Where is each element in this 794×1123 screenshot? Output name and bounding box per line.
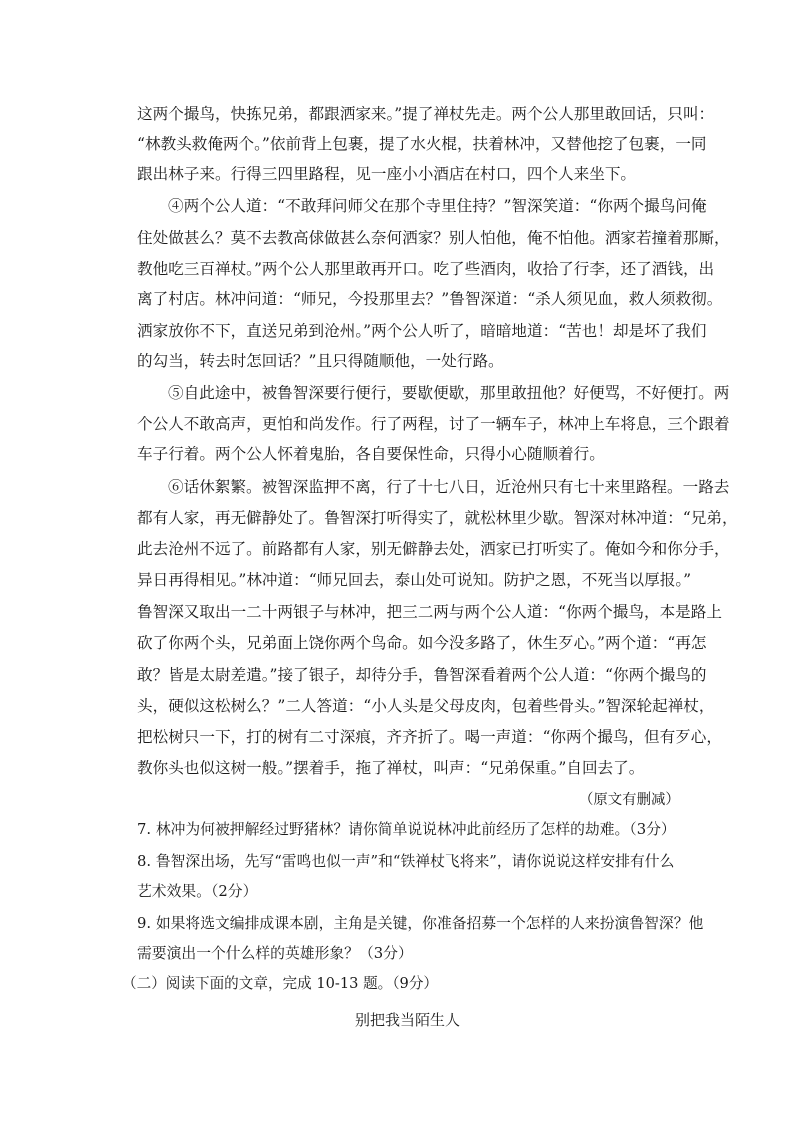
text-line: ④两个公人道：“不敢拜问师父在那个寺里住持？”智深笑道：“你两个撮鸟问俺 <box>168 197 707 215</box>
text-line: ⑥话休絮繁。被智深监押不离，行了十七八日，近沧州只有七十来里路程。一路去 <box>168 478 730 496</box>
text-line: 把松树只一下，打的树有二寸深痕，齐齐折了。喝一声道：“你两个撮鸟，但有歹心， <box>137 728 722 746</box>
text-line: 车子行着。两个公人怀着鬼胎，各自要保性命，只得小心随顺着行。 <box>137 445 605 463</box>
text-line: 鲁智深又取出一二十两银子与林冲，把三二两与两个公人道：“你两个撮鸟，本是路上 <box>137 603 722 621</box>
source-note: （原文有删减） <box>579 792 680 808</box>
text-line: “林教头救俺两个。”依前背上包裹，提了水火棍，扶着林冲，又替他挖了包裹，一同 <box>137 135 707 153</box>
text-line: 跟出林子来。行得三四里路程，见一座小小酒店在村口，四个人来坐下。 <box>137 165 637 183</box>
text-line: 住处做甚么？莫不去教高俅做甚么奈何洒家？别人怕他，俺不怕他。洒家若撞着那厮， <box>137 229 730 247</box>
text-line: 砍了你两个头，兄弟面上饶你两个鸟命。如今没多路了，休生歹心。”两个道：“再怎 <box>137 634 707 652</box>
section-heading: （二）阅读下面的文章，完成 10-13 题。（9分） <box>122 975 439 992</box>
text-line: 洒家放你不下，直送兄弟到沧州。”两个公人听了，暗暗地道：“苦也！却是坏了我们 <box>137 322 707 340</box>
text-line: 教他吃三百禅杖。”两个公人那里敢再开口。吃了些酒肉，收拾了行李，还了酒钱，出 <box>137 260 715 278</box>
text-line: 个公人不敢高声，更怕和尚发作。行了两程，讨了一辆车子，林冲上车将息，三个跟着 <box>137 415 730 433</box>
text-line: 的勾当，转去时怎回话？”且只得随顺他，一处行路。 <box>137 352 504 370</box>
text-line: 教你头也似这树一般。”摆着手，拖了禅杖，叫声：“兄弟保重。”自回去了。 <box>137 759 645 777</box>
text-line: 此去沧州不远了。前路都有人家，别无僻静去处，洒家已打听实了。俺如今和你分手， <box>137 540 730 558</box>
text-line: 离了村店。林冲问道：“师兄，今投那里去？”鲁智深道：“杀人须见血，救人须救彻。 <box>137 290 723 308</box>
question-8-cont: 艺术效果。（2分） <box>137 883 258 900</box>
text-line: ⑤自此途中，被鲁智深要行便行，要歇便歇，那里敢扭他？好便骂，不好便打。两 <box>168 384 730 402</box>
text-line: 都有人家，再无僻静处了。鲁智深打听得实了，就松林里少歇。智深对林冲道：“兄弟， <box>137 509 738 527</box>
text-line: 这两个撮鸟，快拣兄弟，都跟洒家来。”提了禅杖先走。两个公人那里敢回话，只叫： <box>137 105 715 123</box>
text-line: 异日再得相见。”林冲道：“师兄回去，泰山处可说知。防护之恩，不死当以厚报。” <box>137 571 692 589</box>
question-8: 8. 鲁智深出场，先写“雷鸣也似一声”和“铁禅杖飞将来”，请你说说这样安排有什么 <box>137 853 675 870</box>
question-9: 9. 如果将选文编排成课本剧，主角是关键，你准备招募一个怎样的人来扮演鲁智深？他 <box>137 915 704 932</box>
text-line: 头，硬似这松树么？”二人答道：“小人头是父母皮肉，包着些骨头。”智深轮起禅杖， <box>137 697 715 715</box>
question-7: 7. 林冲为何被押解经过野猪林？请你简单说说林冲此前经历了怎样的劫难。（3分） <box>137 821 676 838</box>
question-9-cont: 需要演出一个什么样的英雄形象？（3分） <box>137 945 413 962</box>
article-title: 别把我当陌生人 <box>355 1011 461 1029</box>
text-line: 敢？皆是太尉差遣。”接了银子，却待分手，鲁智深看着两个公人道：“你两个撮鸟的 <box>137 666 707 684</box>
